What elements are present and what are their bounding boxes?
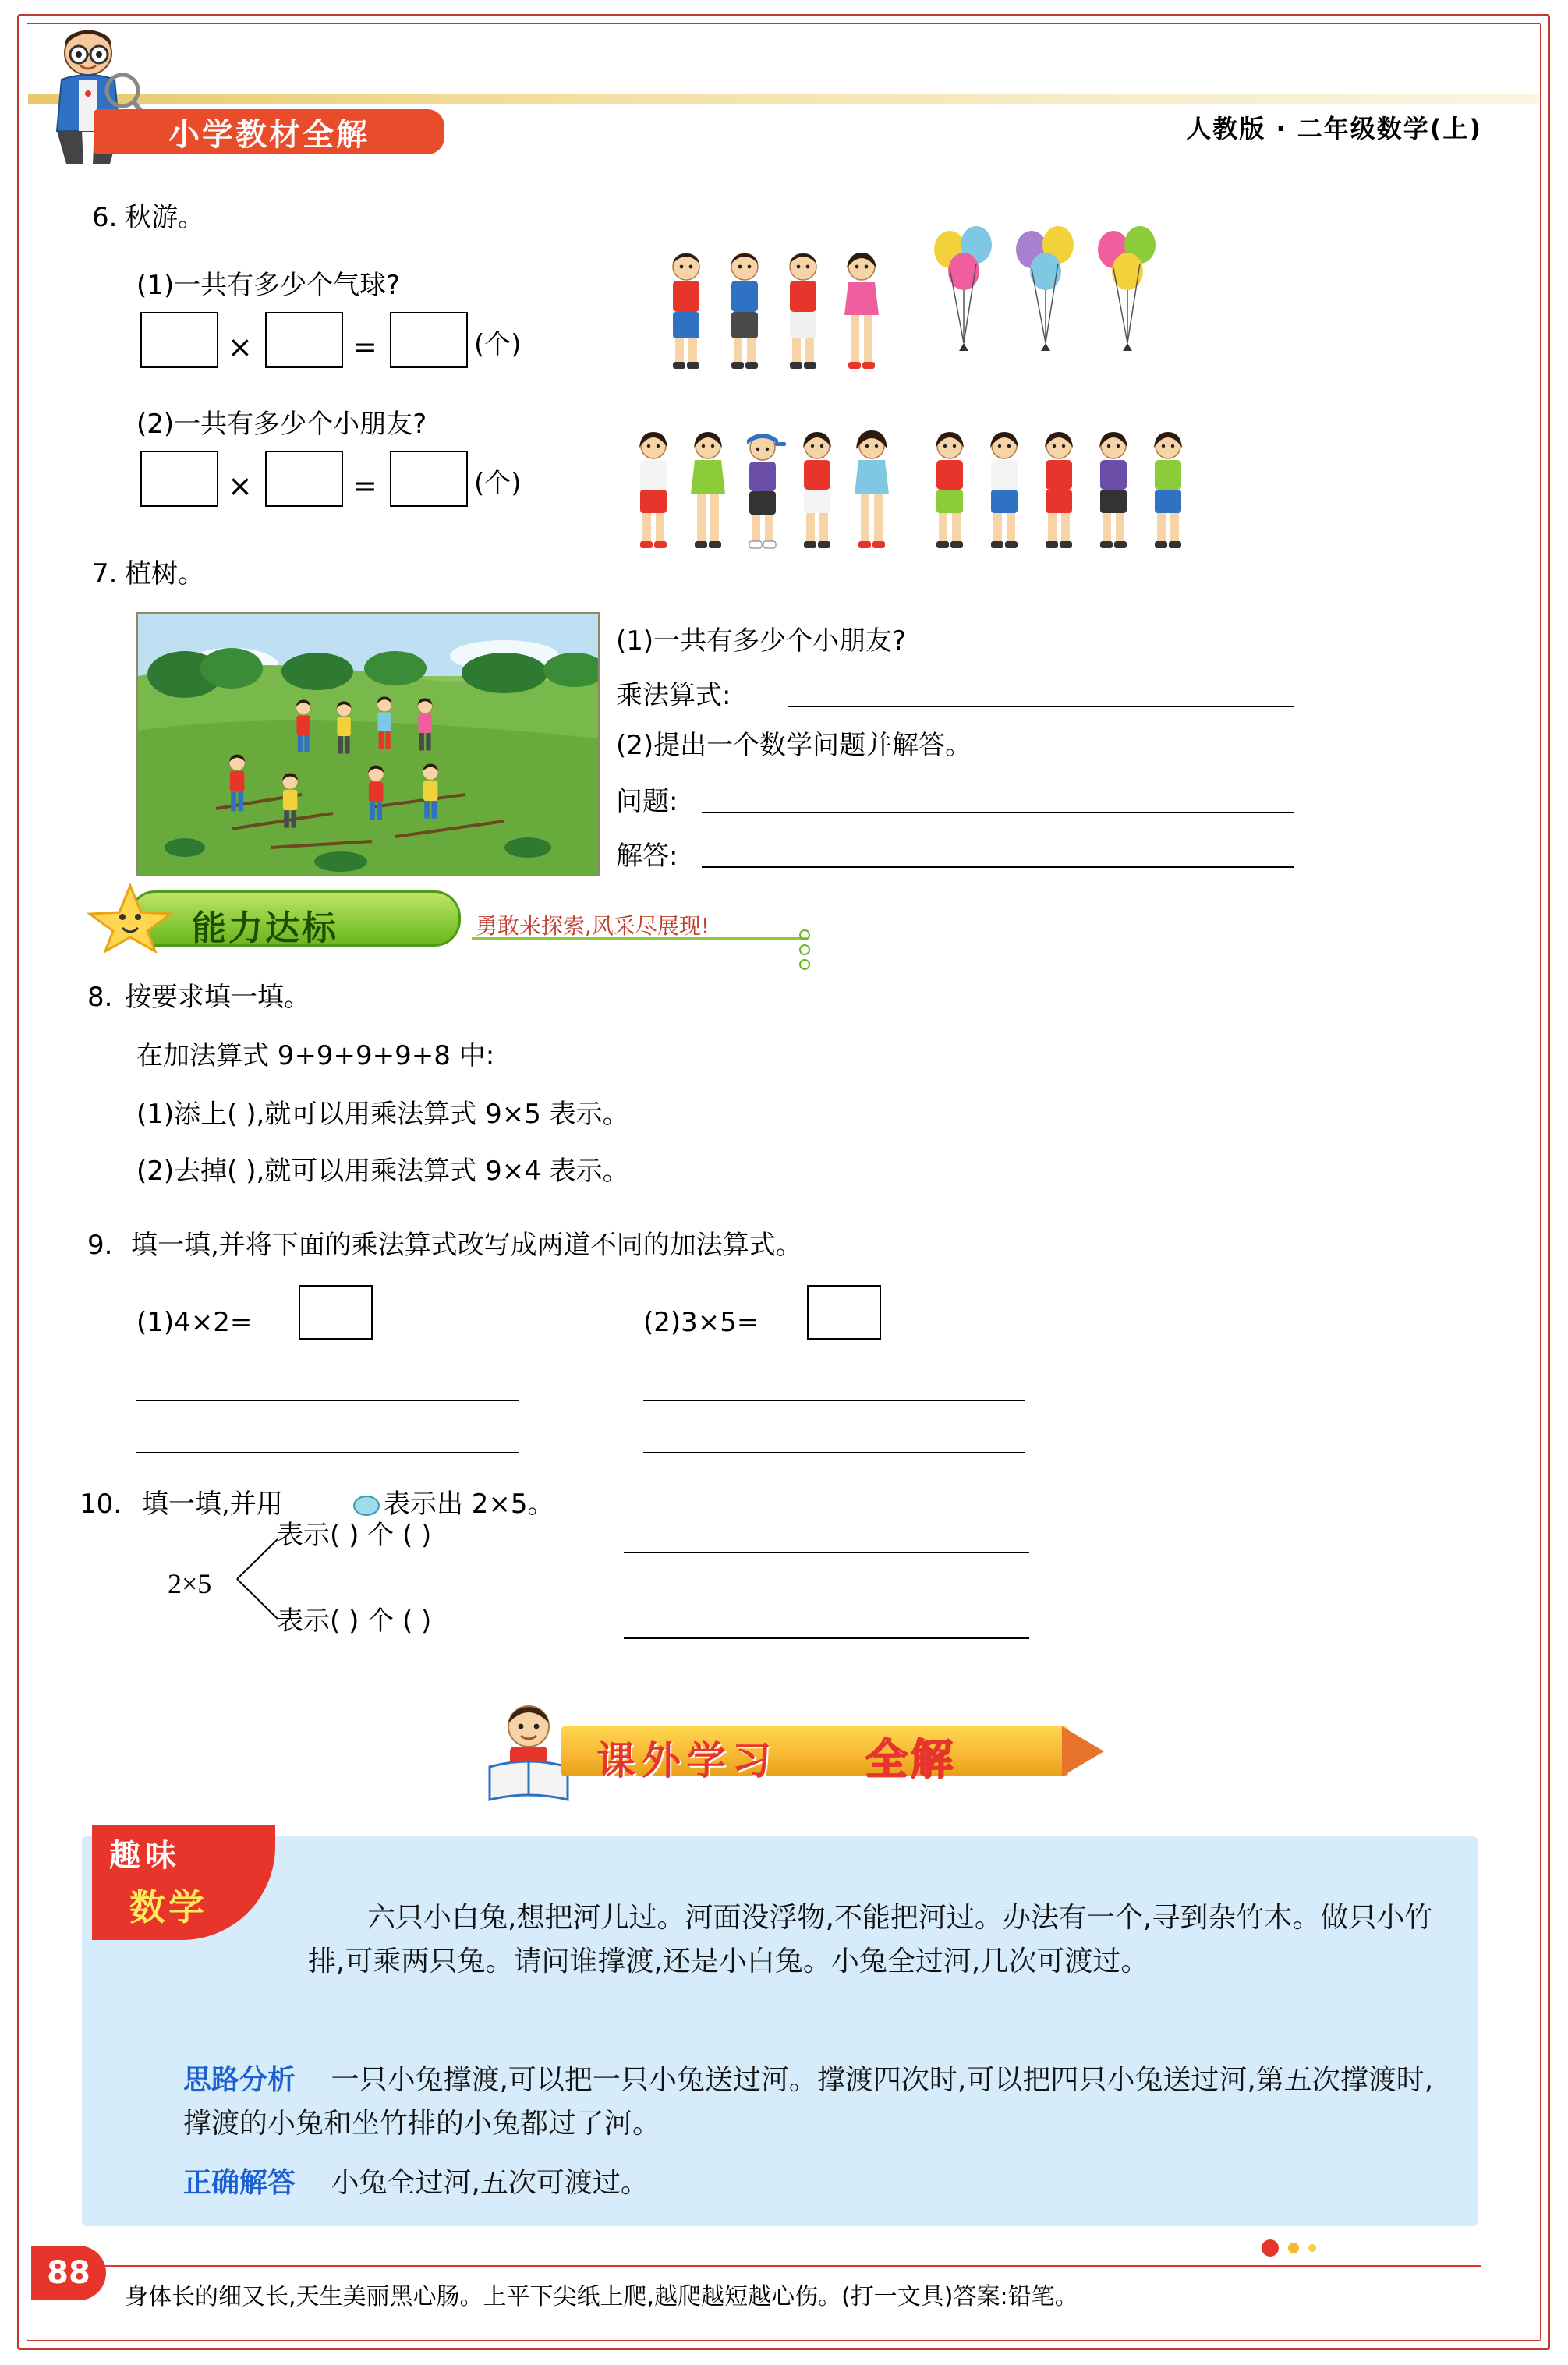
fun-math-answer: [183, 2161, 1454, 2205]
q9-item2-label: (2)3×5=: [643, 1307, 759, 1338]
q10-title-b: 表示出 2×5。: [384, 1489, 554, 1520]
q10-row1-label[interactable]: 表示( ) 个 ( ): [277, 1520, 432, 1551]
footer-dots: [1255, 2239, 1316, 2257]
q6-number: 6.: [92, 202, 118, 233]
q6-sub2-times: ×: [228, 469, 253, 503]
q6-sub2-unit: (个): [474, 468, 522, 499]
q8-title: 按要求填一填。: [125, 982, 310, 1013]
q6-sub2-box-a[interactable]: [140, 451, 218, 507]
series-title: 小学教材全解: [168, 116, 370, 153]
section-banner-ability: [82, 881, 760, 953]
brace-connector: [234, 1528, 281, 1630]
fun-math-problem: 六只小白兔,想把河儿过。河面没浮物,不能把河过。办法有一个,寻到杂竹木。做只小竹排,可乘两只兔。请问谁撑渡,还是小白兔。小兔全过河,几次可渡过。: [308, 1902, 1433, 1977]
analysis-text: 一只小兔撑渡,可以把一只小兔送过河。撑渡四次时,可以把四只小兔送过河,第五次撑渡时,撑渡的小兔和坐竹排的小兔都过了河。: [183, 2064, 1434, 2140]
banner-subtitle: 勇敢来探索,风采尽展现!: [476, 913, 710, 939]
q9-title: 填一填,并将下面的乘法算式改写成两道不同的加法算式。: [131, 1230, 802, 1261]
q6-sub2-box-c[interactable]: [390, 451, 468, 507]
banner-title: 能力达标: [192, 908, 338, 948]
q9-item1-label: (1)4×2=: [136, 1307, 253, 1338]
banner-ribbon-tail: [1062, 1726, 1104, 1776]
answer-text: 小兔全过河,五次可渡过。: [331, 2167, 649, 2199]
q8-line3[interactable]: (2)去掉( ),就可以用乘法算式 9×4 表示。: [136, 1156, 629, 1187]
q9-answer-line-2b[interactable]: [643, 1452, 1025, 1453]
q6-sub1-label: (1)一共有多少个气球?: [136, 270, 401, 301]
q10-row1-line[interactable]: [624, 1552, 1029, 1553]
q7-answer-line-1[interactable]: [788, 706, 1294, 707]
extracurricular-title-1: 课外学习: [596, 1738, 777, 1783]
page-number: 88: [47, 2255, 90, 2291]
footer-rule: [78, 2265, 1481, 2267]
q7-title: 植树。: [125, 558, 204, 589]
q10-title-a: 填一填,并用: [142, 1489, 283, 1520]
q6-sub1-box-c[interactable]: [390, 312, 468, 368]
q6-sub2-equals: =: [352, 469, 377, 503]
q8-line2[interactable]: (1)添上( ),就可以用乘法算式 9×5 表示。: [136, 1099, 629, 1130]
q10-row2-line[interactable]: [624, 1637, 1029, 1639]
q6-sub1-box-a[interactable]: [140, 312, 218, 368]
balloons-illustration: [924, 226, 1189, 382]
edition-label: 人教版 · 二年级数学(上): [1186, 114, 1482, 143]
q10-row2-label[interactable]: 表示( ) 个 ( ): [277, 1606, 432, 1637]
q7-line2-label: 乘法算式:: [616, 680, 731, 711]
fun-math-badge-line2: 数学: [129, 1886, 207, 1928]
q6-sub1-box-b[interactable]: [265, 312, 343, 368]
q9-item1-box[interactable]: [299, 1285, 373, 1340]
q7-number: 7.: [92, 558, 118, 589]
q9-answer-line-1b[interactable]: [136, 1452, 519, 1453]
fun-math-badge: [92, 1825, 287, 1942]
fun-math-badge-line1: 趣味: [109, 1838, 181, 1874]
children-group-illustration-1: [655, 234, 920, 390]
q9-answer-line-1a[interactable]: [136, 1400, 519, 1401]
q6-sub2-label: (2)一共有多少个小朋友?: [136, 409, 427, 440]
q6-title: 秋游。: [125, 202, 204, 233]
footer-riddle: 身体长的细又长,天生美丽黑心肠。上平下尖纸上爬,越爬越短越心伤。(打一文具)答案:铅笔。: [125, 2283, 1078, 2310]
extracurricular-title-2: 全解: [865, 1735, 956, 1784]
children-group-illustration-3: [920, 421, 1209, 569]
tree-planting-illustration: [136, 612, 600, 876]
circle-marker-icon: [352, 1494, 380, 1517]
banner-dots: [799, 929, 815, 974]
q10-number: 10.: [80, 1489, 122, 1520]
page-number-badge: [31, 2246, 106, 2300]
q7-answer-line-2[interactable]: [702, 812, 1294, 813]
q8-number: 8.: [87, 982, 113, 1013]
q10-expression: 2×5: [168, 1568, 212, 1599]
q7-line4-label: 问题:: [616, 786, 678, 817]
banner-plate: [129, 890, 461, 947]
q9-number: 9.: [87, 1230, 113, 1261]
q6-sub1-unit: (个): [474, 329, 522, 360]
q6-sub1-times: ×: [228, 330, 253, 364]
q9-item2-box[interactable]: [807, 1285, 881, 1340]
answer-label: 正确解答: [183, 2167, 296, 2199]
q7-answer-line-3[interactable]: [702, 866, 1294, 868]
header-rule: [28, 94, 1539, 104]
analysis-label: 思路分析: [183, 2064, 296, 2096]
extracurricular-banner: [468, 1700, 1115, 1805]
series-title-badge: [94, 109, 444, 154]
fun-math-analysis: [183, 2059, 1454, 2146]
q6-sub1-equals: =: [352, 330, 377, 364]
q7-line5-label: 解答:: [616, 841, 678, 872]
q6-sub2-box-b[interactable]: [265, 451, 343, 507]
q7-line1: (1)一共有多少个小朋友?: [616, 625, 907, 657]
q8-line1: 在加法算式 9+9+9+9+8 中:: [136, 1040, 495, 1071]
children-group-illustration-2: [624, 421, 912, 569]
q9-answer-line-2a[interactable]: [643, 1400, 1025, 1401]
star-icon: [87, 881, 174, 953]
q7-line3: (2)提出一个数学问题并解答。: [616, 730, 972, 761]
